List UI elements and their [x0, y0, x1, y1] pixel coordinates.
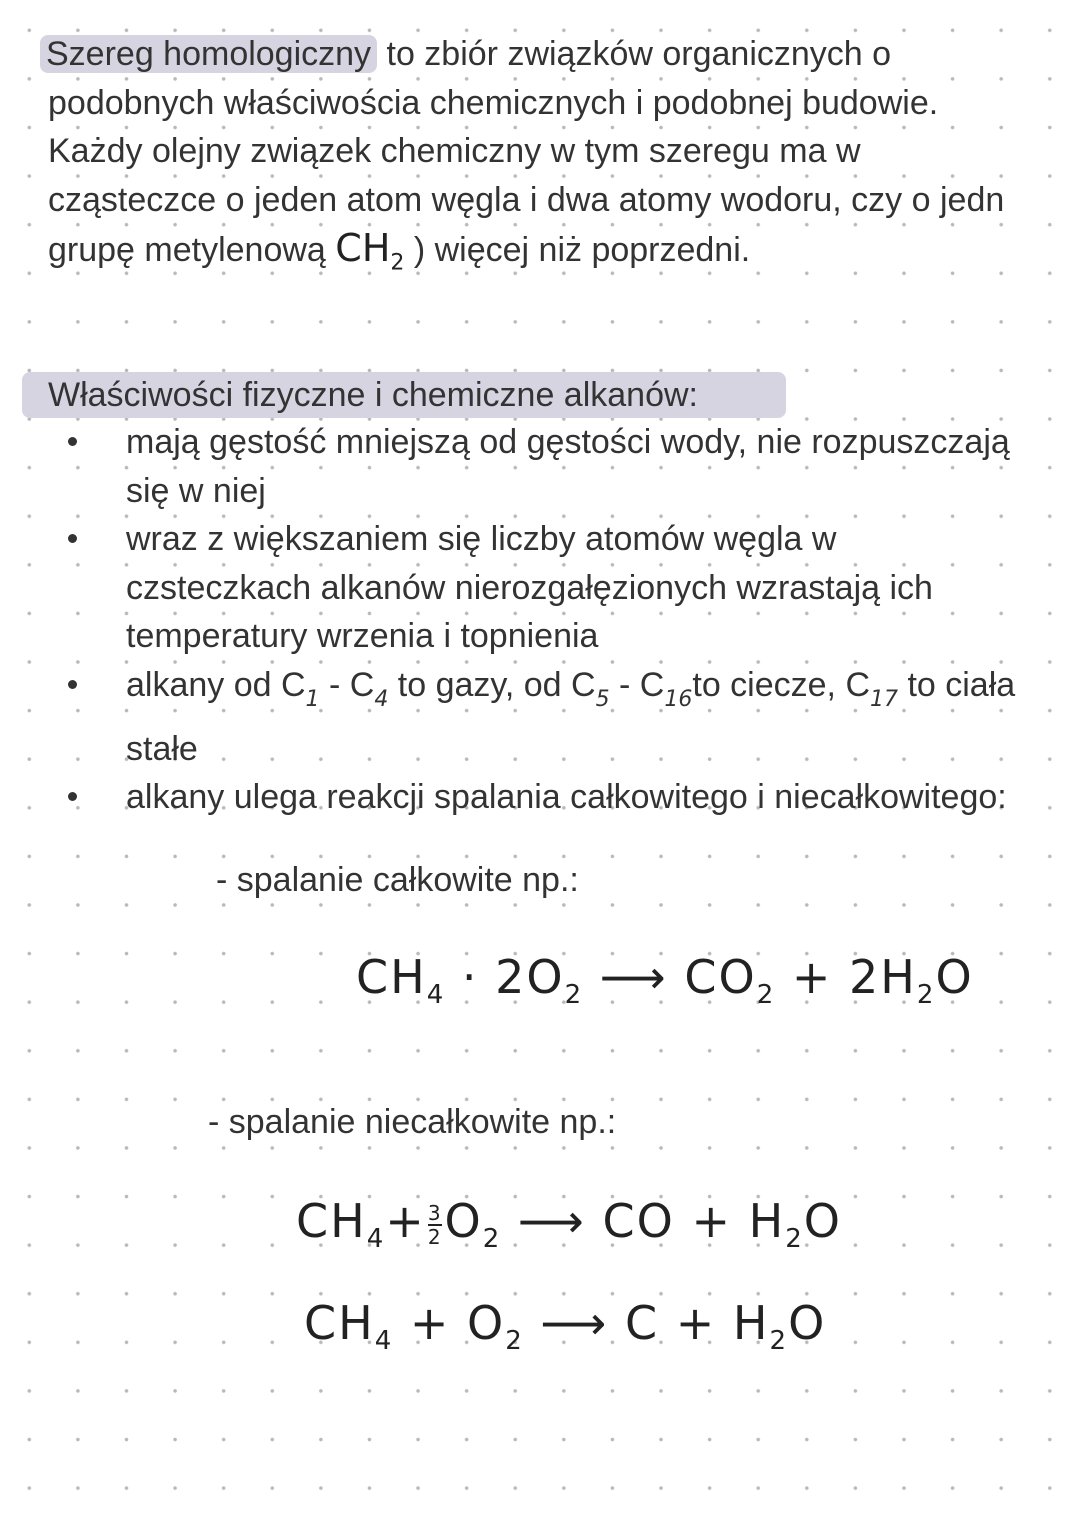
incomplete-combustion-label: - spalanie niecałkowite np.: — [208, 1103, 617, 1141]
bullet-icon — [68, 680, 77, 689]
intro-text-end: ) więcej niż poprzedni. — [404, 231, 751, 270]
bullet-icon — [68, 534, 77, 543]
list-item: alkany ulega reakcji spalania całkowitego i niecałkowitego: — [0, 773, 1026, 822]
properties-list — [0, 418, 1080, 822]
bullet-icon — [68, 437, 77, 446]
fraction: $\frac{3}{2}$ — [427, 1200, 443, 1249]
section-title-text: Właściwości fizyczne i chemiczne alkanów: — [48, 376, 698, 414]
complete-combustion-equation: $CH_4 \cdot 2O_2$ ⟶ $CO_2 + 2H_2O$ — [356, 950, 974, 1011]
highlighted-term: Szereg homologiczny — [40, 35, 377, 73]
incomplete-combustion-equation-1: $CH_4+$ $\frac{3}{2}$ $O_2$ ⟶ CO + $H_2O$ — [296, 1194, 842, 1255]
list-item: mają gęstość mniejszą od gęstości wody, nie rozpuszczają się w niej — [0, 418, 1026, 515]
intro-text: to zbiór związków organicznych o podobnych właściwościa chemicznych i podobnej budowie. Każdy olejny związek chemiczny w tym szeregu ma w cząsteczce o jeden atom węgla i dwa atomy wodoru, czy o jedn grupę metylenową — [48, 35, 1005, 270]
intro-paragraph — [48, 30, 1038, 289]
incomplete-combustion-equation-2: $CH_4 + O_2$ ⟶ $C + H_2O$ — [304, 1296, 827, 1357]
list-item: alkany od $C_1 - C_4$ to gazy, od $C_5 - C_{16}to$ ciecze, $C_{17}$ to ciała stałe — [0, 661, 1026, 773]
complete-combustion-label: - spalanie całkowite np.: — [216, 861, 579, 899]
section-heading — [22, 372, 786, 418]
list-item: wraz z większaniem się liczby atomów węgla w czsteczkach alkanów nierozgałęzionych wzrastają ich temperatury wrzenia i topnienia — [0, 515, 1026, 661]
bullet-icon — [68, 792, 77, 801]
methylene-formula: $CH_2$ — [335, 226, 405, 276]
